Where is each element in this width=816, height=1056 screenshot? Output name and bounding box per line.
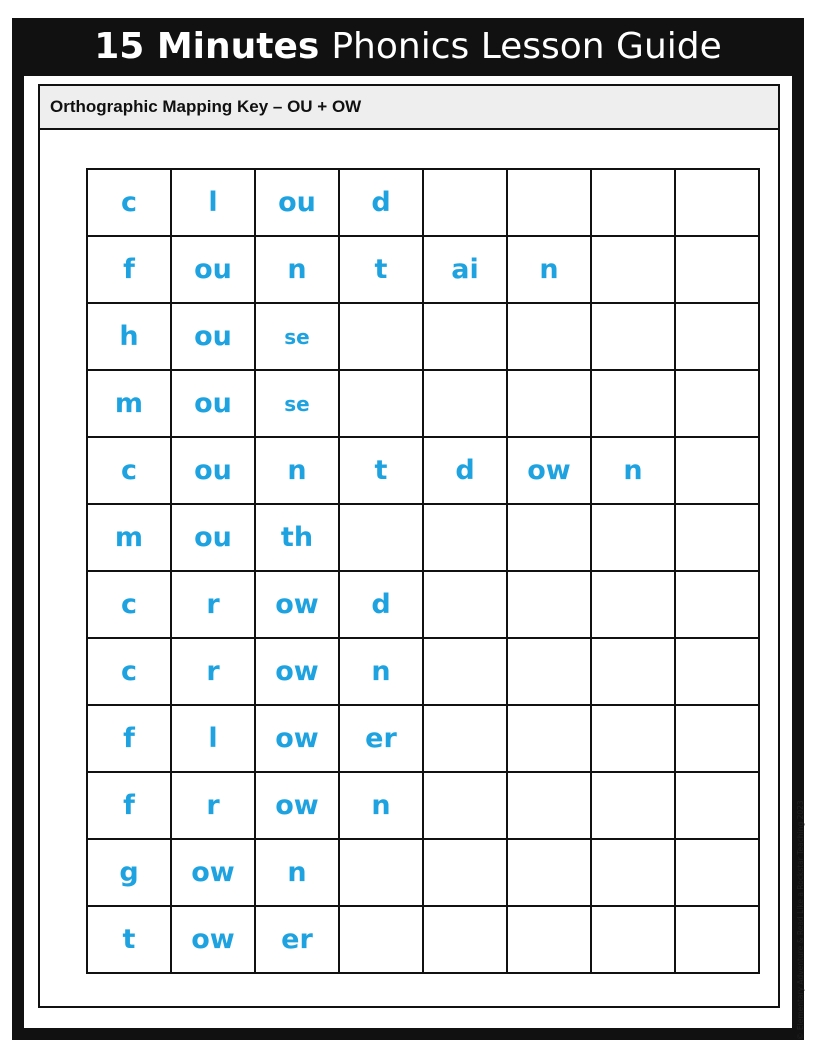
grid-cell: ow [255, 638, 339, 705]
grid-cell: n [255, 437, 339, 504]
grid-row [87, 772, 759, 839]
grid-cell: ow [255, 705, 339, 772]
grid-cell [675, 772, 759, 839]
grid-cell: n [255, 236, 339, 303]
grid-cell: ou [171, 437, 255, 504]
page-title [12, 18, 804, 74]
grid-cell: t [339, 437, 423, 504]
grid-cell [591, 370, 675, 437]
grid-cell: d [423, 437, 507, 504]
grid-cell: h [87, 303, 171, 370]
grid-cell: m [87, 370, 171, 437]
grid-cell: ou [171, 236, 255, 303]
grid-cell [339, 303, 423, 370]
grid-cell: n [255, 839, 339, 906]
grid-cell: g [87, 839, 171, 906]
grid-cell [675, 303, 759, 370]
grid-cell [423, 571, 507, 638]
grid-cell [507, 370, 591, 437]
grid-cell: c [87, 638, 171, 705]
grid-row [87, 504, 759, 571]
grid-cell: th [255, 504, 339, 571]
grid-cell: ou [171, 370, 255, 437]
grid-cell: n [591, 437, 675, 504]
grid-cell: f [87, 236, 171, 303]
grid-row [87, 571, 759, 638]
grid-cell [339, 839, 423, 906]
grid-cell: ou [171, 303, 255, 370]
grid-cell: r [171, 571, 255, 638]
grid-cell [339, 504, 423, 571]
grid-cell: se [255, 303, 339, 370]
grid-cell [423, 705, 507, 772]
grid-cell [507, 169, 591, 236]
grid-cell [423, 169, 507, 236]
mapping-grid [86, 168, 760, 974]
grid-cell [339, 370, 423, 437]
grid-cell [507, 772, 591, 839]
grid-cell [423, 638, 507, 705]
grid-row [87, 236, 759, 303]
grid-cell [591, 906, 675, 973]
grid-cell [507, 303, 591, 370]
grid-cell: n [507, 236, 591, 303]
grid-cell: ow [507, 437, 591, 504]
grid-cell [675, 169, 759, 236]
title-bold: 15 Minutes [94, 25, 320, 67]
grid-row [87, 169, 759, 236]
grid-row [87, 370, 759, 437]
grid-cell [675, 638, 759, 705]
grid-row [87, 303, 759, 370]
grid-cell [591, 303, 675, 370]
grid-cell [591, 839, 675, 906]
grid-cell [423, 303, 507, 370]
copyright-text: © Elementary Adventure & Read Like a Rockstar Teaching 2023 [796, 800, 805, 1040]
grid-cell: d [339, 571, 423, 638]
grid-cell: se [255, 370, 339, 437]
content-area [24, 76, 792, 1028]
grid-cell [675, 370, 759, 437]
grid-cell [591, 638, 675, 705]
grid-cell [507, 705, 591, 772]
grid-cell: t [339, 236, 423, 303]
mapping-key-box [38, 84, 780, 1008]
grid-cell: c [87, 169, 171, 236]
grid-cell [423, 772, 507, 839]
grid-cell [675, 906, 759, 973]
grid-cell [423, 370, 507, 437]
grid-row [87, 906, 759, 973]
grid-cell: c [87, 437, 171, 504]
grid-row [87, 638, 759, 705]
grid-cell [507, 839, 591, 906]
grid-cell: ow [255, 772, 339, 839]
grid-cell [507, 906, 591, 973]
grid-cell [591, 705, 675, 772]
title-light: Phonics Lesson Guide [331, 25, 722, 67]
grid-cell [507, 504, 591, 571]
grid-cell [591, 236, 675, 303]
grid-cell [507, 571, 591, 638]
grid-cell: l [171, 169, 255, 236]
grid-cell: ou [255, 169, 339, 236]
grid-cell [675, 705, 759, 772]
grid-cell [507, 638, 591, 705]
grid-cell [675, 236, 759, 303]
grid-cell: r [171, 638, 255, 705]
grid-cell: ow [171, 839, 255, 906]
grid-cell: er [339, 705, 423, 772]
grid-cell [675, 437, 759, 504]
grid-cell: f [87, 705, 171, 772]
grid-cell [675, 839, 759, 906]
section-header: Orthographic Mapping Key – OU + OW [40, 86, 778, 130]
grid-cell [591, 169, 675, 236]
grid-row [87, 839, 759, 906]
grid-cell: d [339, 169, 423, 236]
grid-cell: ow [171, 906, 255, 973]
grid-cell: c [87, 571, 171, 638]
grid-cell: ou [171, 504, 255, 571]
grid-row [87, 437, 759, 504]
grid-cell: l [171, 705, 255, 772]
grid-cell: ow [255, 571, 339, 638]
grid-cell: f [87, 772, 171, 839]
grid-cell: m [87, 504, 171, 571]
grid-cell: n [339, 638, 423, 705]
grid-cell [423, 906, 507, 973]
grid-cell: ai [423, 236, 507, 303]
page-frame [12, 18, 804, 1040]
grid-cell [675, 504, 759, 571]
grid-cell [675, 571, 759, 638]
grid-cell: n [339, 772, 423, 839]
grid-cell: t [87, 906, 171, 973]
grid-cell [591, 504, 675, 571]
grid-cell [591, 772, 675, 839]
grid-cell [591, 571, 675, 638]
grid-cell [423, 504, 507, 571]
grid-cell: r [171, 772, 255, 839]
grid-cell [339, 906, 423, 973]
grid-cell [423, 839, 507, 906]
grid-row [87, 705, 759, 772]
grid-cell: er [255, 906, 339, 973]
